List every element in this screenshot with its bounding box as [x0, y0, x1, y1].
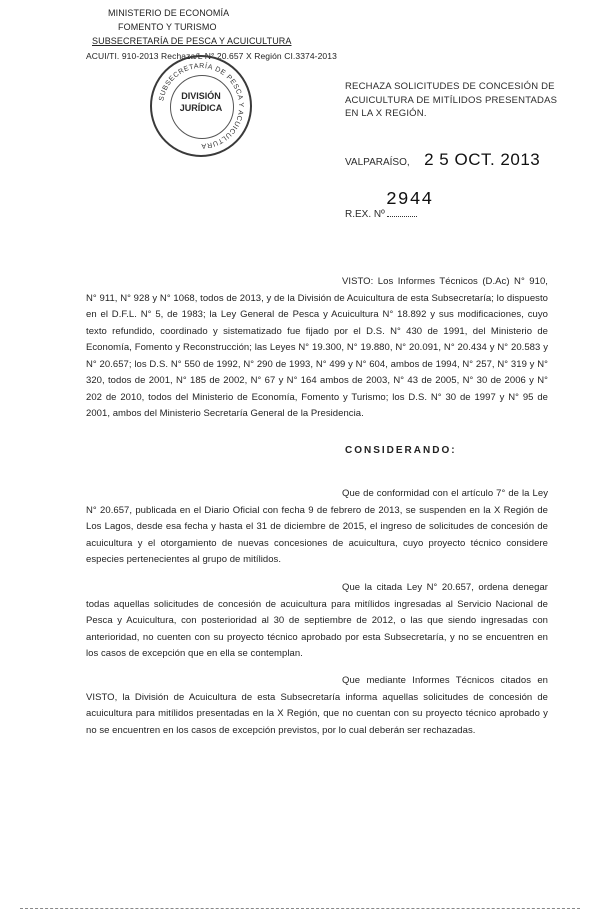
svg-text:SUBSECRETARÍA DE PESCA Y ACUIC: SUBSECRETARÍA DE PESCA Y ACUICULTURA [158, 62, 245, 150]
considerando-paragraph-2: Que la citada Ley N° 20.657, ordena denegar todas aquellas solicitudes de concesión de acuicultura para mitílidos ingresadas al Servicio Nacional de Pesca y Acuicultura, con posterioridad al 30 de septiembre de 2012, o las que siendo ingresadas con anterioridad, no cuenten con su proyecto técnico aprobado por esta Subsecretaría, y no se encuentren en los casos de excepción que en ella se contemplan. [86, 582, 548, 659]
considerando-paragraph-3: Que mediante Informes Técnicos citados en VISTO, la División de Acuicultura de esta Subsecretaría informa aquellas solicitudes de concesión de acuicultura para mitílidos presentadas en la X Región, que no cuentan con su proyecto técnico aprobado y no se encuentren en los casos de excepción previstos, por lo cual deberán ser rechazadas. [86, 675, 548, 736]
place-label: VALPARAÍSO, [345, 157, 410, 168]
resolution-dotted-line [387, 216, 417, 217]
resolution-number: 2944 [386, 190, 434, 210]
page-bottom-rule [20, 908, 580, 909]
ministry-name: MINISTERIO DE ECONOMÍA [108, 8, 230, 18]
resolution-subject: RECHAZA SOLICITUDES DE CONCESIÓN DE ACUICULTURA DE MITÍLIDOS PRESENTADAS EN LA X REGIÓN. [345, 81, 558, 119]
ministry-subtitle: FOMENTO Y TURISMO [118, 22, 217, 32]
stamp-juridica-label: JURÍDICA [179, 103, 223, 113]
file-reference: ACUI/TI. 910-2013 Rechaza/L N° 20.657 X Región CI.3374-2013 [86, 51, 337, 61]
subsecretaria-name: SUBSECRETARÍA DE PESCA Y ACUICULTURA [92, 36, 292, 46]
considerando-heading: CONSIDERANDO: [345, 445, 457, 456]
visto-paragraph: VISTO: Los Informes Técnicos (D.Ac) N° 910, N° 911, N° 928 y N° 1068, todos de 2013, y de la División de Acuicultura de esta Subsecretaría; lo dispuesto en el D.F.L. N° 5, de 1983; la Ley General de Pesca y Acuicultura N° 18.892 y sus modificaciones, cuyo texto refundido, coordinado y sistematizado fue fijado por el D.S. N° 430 de 1991, del Ministerio de Economía, Fomento y Reconstrucción; las Leyes N° 19.300, N° 19.880, N° 20.091, N° 20.434 y N° 20.583 y N° 20.657; los D.S. N° 550 de 1992, N° 290 de 1993, N° 499 y N° 604, ambos de 1994, N° 257, N° 319 y N° 320, todos de 2001, N° 185 de 2002, N° 67 y N° 164 ambos de 2003, N° 43 de 2005, N° 30 de 2006 y N° 202 de 2010, todos del Ministerio de Economía, Fomento y Turismo; los D.S. N° 30 de 1997 y N° 95 de 2001, ambos del Ministerio Secretaría General de la Presidencia. [86, 276, 548, 419]
place-date-line [345, 150, 540, 170]
considerando-paragraph-1: Que de conformidad con el artículo 7° de la Ley N° 20.657, publicada en el Diario Oficial con fecha 9 de febrero de 2013, se suspenden en la X Región de Los Lagos, desde esa fecha y hasta el 31 de diciembre de 2015, el ingreso de solicitudes de concesión de acuicultura y el otorgamiento de nuevas concesiones de acuicultura, cuyo proyecto técnico considere especies pertenecientes al grupo de mitílidos. [86, 488, 548, 565]
date-stamp: 2 5 OCT. 2013 [424, 150, 541, 169]
division-juridica-stamp [150, 55, 252, 157]
resolution-label: R.EX. Nº [345, 209, 385, 220]
stamp-division-label: DIVISIÓN [181, 91, 221, 101]
